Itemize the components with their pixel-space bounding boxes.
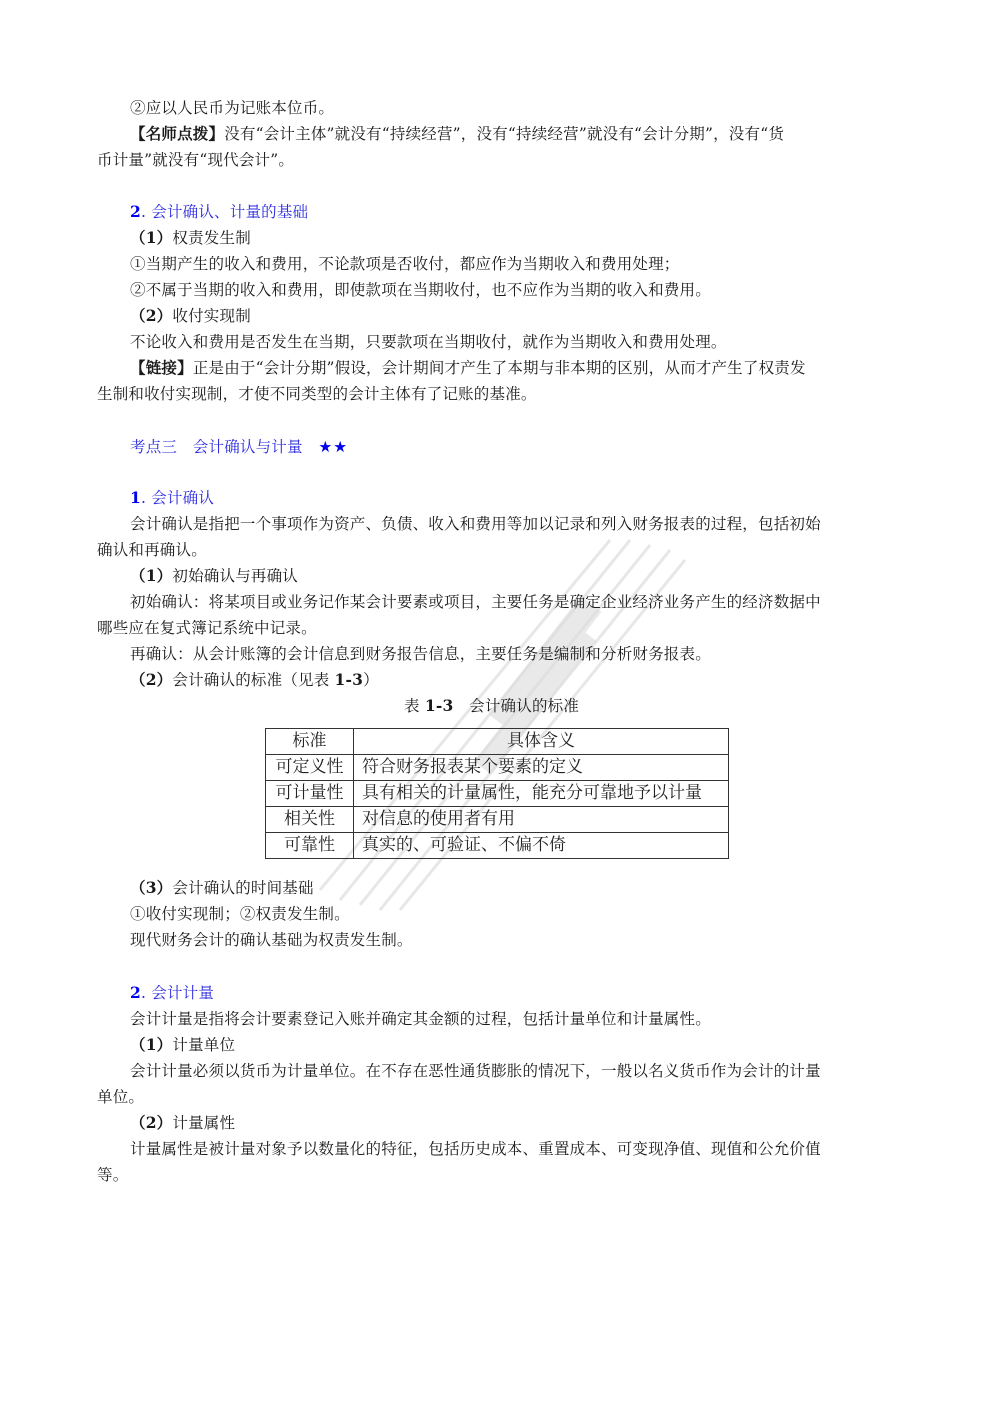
- table-cell: 真实的、可验证、不偏不倚: [354, 833, 729, 859]
- subheading-title: 计量属性: [172, 1114, 236, 1132]
- star-rating-icon: ★★: [318, 438, 349, 456]
- subheading: [130, 227, 251, 249]
- table-cell: 相关性: [266, 807, 354, 833]
- table-caption: [404, 695, 579, 717]
- paragraph: 会计计量是指将会计要素登记入账并确定其金额的过程，包括计量单位和计量属性。: [130, 1010, 711, 1028]
- section-number: 2: [130, 983, 141, 1002]
- subheading-title: 计量单位: [172, 1036, 236, 1054]
- paragraph-continuation: 确认和再确认。: [97, 541, 207, 559]
- paragraph: 不论收入和费用是否发生在当期，只要款项在当期收付，就作为当期收入和费用处理。: [130, 333, 727, 351]
- table-reference: 1-3: [334, 670, 364, 689]
- section-number: 1: [130, 488, 141, 507]
- subheading: [130, 877, 314, 899]
- paragraph: 现代财务会计的确认基础为权责发生制。: [130, 931, 413, 949]
- table-cell: 具有相关的计量属性，能充分可靠地予以计量: [354, 781, 729, 807]
- caption-title: 会计确认的标准: [453, 697, 580, 715]
- paragraph: 计量属性是被计量对象予以数量化的特征，包括历史成本、重置成本、可变现净值、现值和公允价值: [130, 1140, 821, 1158]
- subheading: [130, 1112, 235, 1134]
- table-cell: 可靠性: [266, 833, 354, 859]
- paragraph: ①当期产生的收入和费用，不论款项是否收付，都应作为当期收入和费用处理；: [130, 255, 680, 273]
- subheading-number: （1）: [130, 228, 173, 247]
- table-row: [266, 807, 729, 833]
- subheading-number: （2）: [130, 1113, 173, 1132]
- paragraph-continuation: 哪些应在复式簿记系统中记录。: [97, 619, 317, 637]
- table-header-cell: 具体含义: [354, 729, 729, 755]
- paragraph-continuation: 等。: [97, 1166, 129, 1184]
- section-title: . 会计计量: [141, 984, 215, 1002]
- table-header-cell: 标准: [266, 729, 354, 755]
- table-row: [266, 833, 729, 859]
- caption-number: 1-3: [424, 696, 454, 715]
- subheading: [130, 669, 379, 691]
- subheading-title: 会计确认的标准（见表: [172, 671, 335, 689]
- table-cell: 可计量性: [266, 781, 354, 807]
- table-row: [266, 781, 729, 807]
- section-title: . 会计确认、计量的基础: [141, 203, 309, 221]
- subheading-number: （2）: [130, 670, 173, 689]
- tip-text: 没有“会计主体”就没有“持续经营”，没有“持续经营”就没有“会计分期”，没有“货: [224, 125, 785, 143]
- paragraph: 初始确认：将某项目或业务记作某会计要素或项目，主要任务是确定企业经济业务产生的经济数据中: [130, 593, 821, 611]
- section-heading: [130, 201, 308, 223]
- subheading: [130, 1034, 235, 1056]
- section-number: 2: [130, 202, 141, 221]
- subheading-title: 初始确认与再确认: [172, 567, 298, 585]
- topic-title: 考点三 会计确认与计量: [130, 438, 303, 456]
- paragraph: ②不属于当期的收入和费用，即使款项在当期收付，也不应作为当期的收入和费用。: [130, 281, 711, 299]
- paragraph: ①收付实现制；②权责发生制。: [130, 905, 350, 923]
- tip-label: 【名师点拨】: [130, 124, 225, 143]
- paragraph: 会计确认是指把一个事项作为资产、负债、收入和费用等加以记录和列入财务报表的过程，包括初始: [130, 515, 821, 533]
- table-row: [266, 755, 729, 781]
- tip-continuation: 币计量”就没有“现代会计”。: [97, 151, 295, 169]
- subheading-title: 权责发生制: [172, 229, 251, 247]
- section-title: . 会计确认: [141, 489, 215, 507]
- tip-paragraph: [130, 123, 784, 145]
- subheading: [130, 565, 298, 587]
- table-cell: 对信息的使用者有用: [354, 807, 729, 833]
- table-cell: 符合财务报表某个要素的定义: [354, 755, 729, 781]
- section-heading: [130, 982, 214, 1004]
- subheading-number: （3）: [130, 878, 173, 897]
- link-text: 正是由于“会计分期”假设，会计期间才产生了本期与非本期的区别，从而才产生了权责发: [192, 359, 806, 377]
- subheading: [130, 305, 251, 327]
- section-heading: [130, 487, 214, 509]
- subheading-title: 会计确认的时间基础: [172, 879, 314, 897]
- recognition-criteria-table: [265, 728, 729, 859]
- paragraph: 再确认：从会计账簿的会计信息到财务报告信息，主要任务是编制和分析财务报表。: [130, 645, 711, 663]
- table-cell: 可定义性: [266, 755, 354, 781]
- link-continuation: 生制和收付实现制，才使不同类型的会计主体有了记账的基准。: [97, 385, 537, 403]
- link-paragraph: [130, 357, 806, 379]
- caption-prefix: 表: [404, 697, 425, 715]
- topic-heading: [130, 436, 348, 458]
- subheading-title-end: ）: [363, 671, 379, 689]
- paragraph-continuation: 单位。: [97, 1088, 145, 1106]
- paragraph: ②应以人民币为记账本位币。: [130, 99, 335, 117]
- paragraph: 会计计量必须以货币为计量单位。在不存在恶性通货膨胀的情况下，一般以名义货币作为会计的计量: [130, 1062, 821, 1080]
- subheading-number: （1）: [130, 566, 173, 585]
- subheading-title: 收付实现制: [172, 307, 251, 325]
- subheading-number: （2）: [130, 306, 173, 325]
- table-header-row: [266, 729, 729, 755]
- subheading-number: （1）: [130, 1035, 173, 1054]
- link-label: 【链接】: [130, 358, 193, 377]
